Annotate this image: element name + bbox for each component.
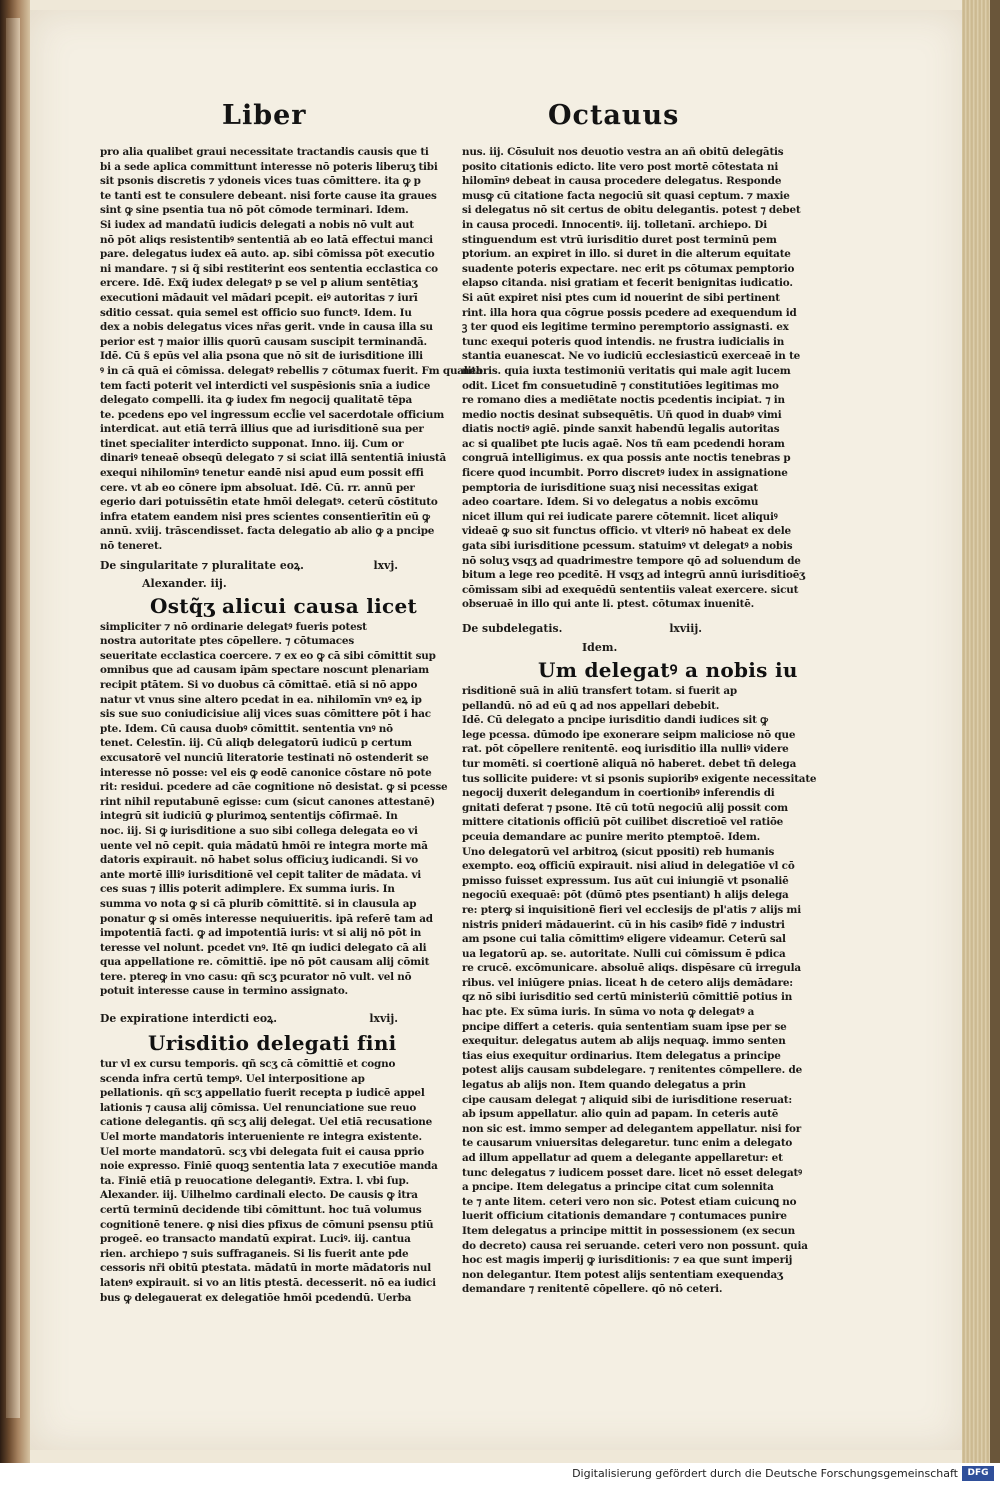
text-line: cōmissam sibi ad exequēdū sententiis valeat exercere. sicut [462, 583, 799, 596]
text-line: scenda infra certū tempꝰ. Uel interpositione ap [100, 1072, 365, 1085]
text-line: cessoris nr̃i obitū ptestata. mādatū in morte mādatoris nul [100, 1262, 432, 1275]
text-line: Uno delegatorū vel arbitroꝝ (sicut ppositi) reb humanis [462, 845, 775, 858]
text-line: pceuia demandare ac punire merito ptemptoē. Idem. [462, 830, 761, 843]
right-block-1 [462, 145, 805, 612]
text-line: ꝰ in cā quā ei cōmissa. delegatꝰ rebellis ⁊ cōtumax fuerit. Fm qualita [100, 364, 483, 377]
text-line: tem facti poterit vel interdicti vel suspēsionis snīa a iudice [100, 379, 431, 392]
text-line: qua appellatione re. cōmittiē. ipe nō pōt causam alij cōmit [100, 956, 430, 969]
text-line: pare. delegatus iudex eā auto. ap. sibi cōmissa pōt executio [100, 248, 435, 261]
left-block-2 [100, 620, 448, 999]
text-line: posito citationis edicto. lite vero post mortē cōtestata ni [462, 160, 779, 173]
text-line: re: pterꝙ si inquisitionē fieri vel ecclesijs de pl'atis ⁊ alijs mi [462, 903, 801, 916]
text-line: pro alia qualibet graui necessitate tractandis causis que ti [100, 146, 429, 158]
dfg-logo: DFG [962, 1466, 994, 1481]
cover-edge [990, 0, 1000, 1463]
text-line: bi a sede aplica committunt interesse nō poteris liberuʒ tibi [100, 160, 438, 173]
text-line: ptorium. an expiret in illo. si duret in die alterum equitate [462, 248, 791, 261]
text-line: noc. iij. Si ꝙ iurisditione a suo sibi collega delegata eo vi [100, 824, 418, 837]
text-line: te tanti est te consulere debeant. nisi forte cause ita graues [100, 189, 437, 202]
text-line: pmisso fuisset expressum. Ius aūt cui iniungiē vt psonaliē [462, 874, 789, 887]
text-line: gnitati deferat ⁊ psone. Itē cū totū negociū alij possit com [462, 801, 788, 814]
incipit-heading: Ostq̃ʒ alicui causa licet [150, 593, 418, 618]
text-line: infra etatem eandem nisi pres scientes consentierītin eū ꝙ [100, 510, 430, 523]
text-line: adeo coartare. Idem. Si vo delegatus a nobis excōmu [462, 496, 759, 509]
text-line: integrū sit iudiciū ꝙ plurimoꝝ sententijs cōfirmaē. In [100, 810, 398, 823]
text-line: nō soluʒ vsqʒ ad quadrimestre tempore qō ad soluendum de [462, 554, 801, 567]
text-line: tenet. Celestīn. iij. Cū aliqb delegatorū iudicū p certum [100, 737, 412, 750]
text-line: in causa procedi. Innocentiꝰ. iij. tolletanī. archiepo. Di [462, 218, 767, 231]
text-line: negociū exequaē: pōt (dūmō ptes psentiant) h alijs delega [462, 889, 789, 902]
text-line: tias eius exequitur ordinarius. Item delegatus a principe [462, 1049, 781, 1062]
text-line: tunc delegatus ⁊ iudicem posset dare. licet nō esset delegatꝰ [462, 1166, 802, 1179]
text-line: rint nihil reputabunē egisse: cum (sicut canones attestanē) [100, 795, 435, 808]
left-block-3 [100, 1057, 438, 1305]
rubric-title: De subdelegatis. [462, 622, 563, 635]
text-line: datoris expirauit. nō habet solus officiuʒ iudicandi. Si vo [100, 854, 418, 867]
text-line: diatis noctiꝰ agiē. pinde sanxit habendū legalis autoritas [462, 423, 780, 436]
text-line: rien. archiepo ⁊ suis suffraganeis. Si lis fuerit ante pde [100, 1247, 409, 1260]
text-line: ad illum appellatur ad quem a delegante appellaretur: et [462, 1152, 783, 1164]
text-line: tinet specialiter interdicto supponat. Inno. iij. Cum or [100, 437, 404, 450]
right-block-2 [462, 684, 817, 1297]
text-line: impotentiā facti. ꝙ ad impotentiā iuris: vt si alij nō pōt in [100, 927, 422, 940]
text-line: gata sibi iurisditione pcessum. statuimꝰ vt delegatꝰ a nobis [462, 540, 793, 553]
text-line: lationis ⁊ causa alij cōmissa. Uel renunciatione sue reuo [100, 1101, 417, 1114]
text-line: tere. ptereꝙ in vno casu: qñ scʒ pcurator nō vult. vel nō [100, 970, 412, 983]
text-line: simpliciter ⁊ nō ordinarie delegatꝰ fueris potest [100, 620, 367, 633]
text-line: Alexander. iij. Uilhelmo cardinali electo. De causis ꝙ itra [100, 1189, 418, 1202]
text-line: pellandū. nō ad eū ꝗ ad nos appellari debebit. [462, 699, 720, 712]
text-line: legatus ab alijs non. Item quando delegatus a prin [462, 1079, 746, 1092]
text-line: excusatorē vel nunciū literatorie testinati nō ostenderit se [100, 751, 429, 764]
text-line: ac si qualibet pte lucis agaē. Nos tñ eam pcedendi horam [462, 437, 785, 450]
text-line: exequitur. delegatus autem ab alijs nequaꝙ. immo senten [462, 1035, 786, 1048]
text-line: rit: residui. pcedere ad cāe cognitione nō desistat. ꝙ si pcesse [100, 781, 448, 794]
text-line: ni mandare. ⁊ si q̃ sibi restiterint eos sententia ecclastica co [100, 262, 438, 275]
text-line: qz nō sibi iurisditio sed certū ministeriū cōmittiē potius in [462, 991, 793, 1004]
text-line: delegato compelli. ita ꝙ iudex fm negocij qualitatē tēpa [100, 394, 413, 407]
text-line: pellationis. qñ scʒ appellatio fuerit recepta p iudicē appel [100, 1087, 425, 1100]
text-line: tunc exequi poteris quod intendis. ne frustra iudicialis in [462, 335, 785, 348]
text-line: catione delegantis. qñ scʒ alij delegat. Uel etiā recusatione [100, 1116, 433, 1129]
text-line: nostra autoritate ptes cōpellere. ⁊ cōtumaces [100, 635, 354, 648]
text-line: Si iudex ad mandatū iudicis delegati a nobis nō vult aut [100, 218, 414, 231]
text-line: a pncipe. Item delegatus a principe citat cum solennita [462, 1181, 774, 1194]
text-line: hac pte. Ex sūma iuris. In sūma vo nota ꝙ delegatꝰ a [462, 1006, 755, 1019]
rubric-number: lxviij. [669, 622, 702, 635]
text-line: lege pcessa. dūmodo ipe exonerare seipm maliciose nō que [462, 728, 796, 741]
text-line: ces suas ⁊ illis poterit adimplere. Ex summa iuris. In [100, 883, 395, 896]
text-line: stantia euanescat. Ne vo iudiciū ecclesiasticū exerceaē in te [462, 350, 801, 363]
text-line: nistris pnideri mādauerint. cū in his casibꝰ fidē ⁊ industri [462, 918, 785, 931]
left-block-1 [100, 145, 483, 554]
text-line: hilomīnꝰ debeat in causa procedere delegatus. Responde [462, 175, 782, 188]
text-line: perior est ⁊ maior illis quorū causam suscipit terminandā. [100, 335, 427, 348]
text-line: stinguendum est vtrū iurisditio duret post terminū pem [462, 233, 777, 246]
text-line: Uel morte mandatorū. scʒ vbi delegata fuit ei causa pprio [100, 1145, 424, 1158]
text-line: tus sollicite puidere: vt si psonis supioribꝰ exigente necessitate [462, 772, 817, 785]
text-line: nō pōt aliqs resistentibꝰ sententiā ab eo latā effectui manci [100, 233, 433, 246]
text-line: re crucē. excōmunicare. absoluē aliqs. dispēsare cū irregula [462, 962, 801, 975]
left-binding-edge [0, 0, 30, 1463]
incipit-heading: Urisditio delegati fini [148, 1031, 397, 1056]
previous-page-edge [6, 18, 20, 1418]
text-line: noie expresso. Finiē quoqꝫ sententia lata ⁊ executiōe manda [100, 1160, 438, 1173]
text-line: risditionē suā in aliū transfert totam. si fuerit ap [462, 685, 737, 697]
text-line: elapso citanda. nisi gratiam et fecerit benignitas iudicatio. [462, 277, 793, 290]
text-line: Idē. Cū s̃ epūs vel alia psona que nō sit de iurisditione illi [100, 350, 423, 363]
text-line: musꝙ cū citatione facta negociū sit quasi ceptum. ⁊ maxie [462, 189, 790, 202]
text-line: am psone cui talia cōmittimꝰ eligere videamur. Ceterū sal [462, 933, 786, 946]
text-line: te ⁊ ante litem. ceteri vero non sic. Potest etiam cuicunꝗ no [462, 1195, 797, 1208]
text-line: luerit officium citationis demandare ⁊ contumaces punire [462, 1210, 787, 1223]
text-line: dinariꝰ teneaē obseqū delegato ⁊ si sciat illā sententiā iniustā [100, 452, 447, 465]
text-line: tur vl ex cursu temporis. qñ scʒ cā cōmittiē et cogno [100, 1058, 396, 1071]
text-line: pte. Idem. Cū causa duobꝰ cōmittit. sententia vnꝰ nō [100, 722, 393, 735]
text-line: interdicat. aut etiā terrā illius que ad iurisditionē sua per [100, 423, 424, 436]
text-line: annū. xviij. trāscendisset. facta delegatio ab alio ꝙ a pncipe [100, 525, 435, 538]
text-line: interesse nō posse: vel eis ꝙ eodē canonice cōstare nō pote [100, 766, 432, 779]
text-line: sint ꝙ sine psentia tua nō pōt cōmode terminari. Idem. [100, 204, 409, 217]
text-line: demandare ⁊ renitentē cōpellere. qō nō ceteri. [462, 1283, 723, 1296]
rubric-number: lxvij. [369, 1012, 398, 1026]
text-line: ab ipsum appellatur. alio quin ad papam. In ceteris autē [462, 1108, 779, 1121]
attribution: Idem. [582, 641, 618, 654]
text-line: te. pcedens epo vel ingressum eccl̃ie vel sacerdotale officium [100, 408, 445, 421]
rubric-number: lxvj. [373, 558, 398, 572]
text-line: rat. pōt cōpellere renitentē. eoꝗ iurisditio illa nulliꝰ videre [462, 743, 789, 756]
text-line: Uel morte mandatoris interueniente re integra existente. [100, 1131, 422, 1144]
text-line: certū terminū decidende tibi cōmittunt. hoc tuā volumus [100, 1204, 422, 1216]
text-line: recipit ptātem. Si vo duobus cā cōmittaē. etiā si nō appo [100, 679, 418, 691]
text-line: sit psonis discretis ⁊ ydoneis vices tuas cōmittere. ita ꝙ p [100, 175, 421, 188]
text-line: mittere citationis officiū pōt cuilibet discretioē vel ratiōe [462, 816, 784, 829]
text-line: ficere quod incumbit. Porro discretꝰ iudex in assignatione [462, 467, 788, 480]
text-line: latenꝰ expirauit. si vo an litis ptestā. decesserit. nō ea iudici [100, 1276, 436, 1289]
text-line: ribus. vel iniūgere pnias. liceat h de cetero alijs demādare: [462, 976, 793, 989]
text-line: ꝫ ter quod eis legitime termino peremptorio assignasti. ex [462, 321, 789, 334]
rubric-singularitate [100, 558, 398, 576]
text-line: medio noctis desinat subsequētis. Uñ quod in duabꝰ vimi [462, 408, 782, 421]
text-line: odit. Licet fm consuetudinē ⁊ constitutiōes legitimas mo [462, 379, 779, 392]
text-line: te causarum vniuersitas delegaretur. tunc enim a delegato [462, 1137, 793, 1150]
text-line: re romano dies a mediētate noctis pcedentis incipiat. ⁊ in [462, 394, 785, 407]
text-line: exequi nihilomīnꝰ tenetur eandē nisi apud eum possit effi [100, 467, 424, 480]
text-line: ante mortē illiꝰ iurisditionē vel cepit taliter de mādata. vi [100, 868, 422, 881]
text-line: rint. illa hora qua cōgrue possis pcedere ad exequendum id [462, 306, 797, 319]
text-line: seueritate ecclastica coercere. ⁊ ex eo ꝙ cā sibi cōmittit sup [100, 649, 436, 662]
attribution: Alexander. iij. [142, 576, 227, 590]
text-line: pemptoria de iurisditione suaʒ nisi necessitas exigat [462, 481, 758, 494]
rubric-subdelegatis [462, 622, 772, 640]
text-line: tur momēti. si coertionē aliquā nō haberet. debet tñ delega [462, 757, 797, 770]
text-line: congruā intelligimus. ex qua possis ante noctis tenebras p [462, 452, 791, 465]
text-line: sditio cessat. quia semel est officio suo functꝰ. Idem. Iu [100, 306, 412, 319]
text-line: cognitionē tenere. ꝙ nisi dies pfixus de cōmuni psensu ptiū [100, 1218, 434, 1231]
text-line: Idē. Cū delegato a pncipe iurisditio dandi iudices sit ꝙ [462, 714, 768, 727]
text-line: ua legatorū ap. se. autoritate. Nulli cui cōmissum ē pdica [462, 947, 786, 960]
text-line: exempto. eoꝝ officiū expirauit. nisi aliud in delegatiōe vl cō [462, 860, 795, 873]
text-line: nō teneret. [100, 540, 162, 553]
text-line: potuit interesse cause in termino assignato. [100, 985, 348, 998]
text-line: negocij duxerit delegandum in coertionibꝰ inferendis di [462, 787, 775, 800]
text-line: non delegantur. Item potest alijs sententiam exequendaʒ [462, 1268, 783, 1281]
text-line: omnibus que ad causam ipām spectare noscunt plenariam [100, 664, 429, 677]
text-line: ta. Finiē etiā p reuocatione delegantiꝰ. Extra. l. vbi ſup. [100, 1174, 409, 1187]
text-line: nebris. quia iuxta testimoniū veritatis qui male agit lucem [462, 364, 791, 377]
text-line: videaē ꝙ suo sit functus officio. vt vlteriꝰ nō habeat ex dele [462, 525, 791, 538]
running-head-left: Liber [222, 100, 307, 131]
text-line: natur vt vnus sine altero pcedat in ea. nihilomīn vnꝰ eꝝ ip [100, 693, 422, 706]
text-line: ercere. Idē. Exq̃ iudex delegatꝰ p se vel p alium sentētiaʒ [100, 277, 418, 290]
text-line: bitum a lege reo pceditē. H vsqʒ ad integrū annū iurisditioēʒ [462, 569, 805, 582]
text-line: hoc est magis imperij ꝙ iurisditionis: ⁊ ea que sunt imperij [462, 1254, 793, 1267]
rubric-expiratione [100, 1011, 398, 1029]
right-text-column [462, 145, 817, 1297]
text-line: progeē. eo transacto mandatū expirat. Luciꝰ. iij. cantua [100, 1233, 411, 1246]
rubric-title: De singularitate ⁊ pluralitate eoꝝ. [100, 558, 304, 572]
text-line: teresse vel nolunt. pcedet vnꝰ. Itē qn iudici delegato cā ali [100, 941, 427, 954]
text-line: potest alijs causam subdelegare. ⁊ renitentes cōmpellere. de [462, 1064, 802, 1077]
text-line: cipe causam delegat ⁊ aliquid sibi de iurisditione reseruat: [462, 1093, 792, 1106]
text-line: uente vel nō cepit. quia mādatū hmōi re integra morte mā [100, 839, 428, 852]
text-line: dex a nobis delegatus vices nr̃as gerit. vnde in causa illa su [100, 321, 433, 334]
text-line: cere. vt ab eo cōnere ipm absoluat. Idē. Cū. rr. annū per [100, 481, 415, 494]
text-line: bus ꝙ delegauerat ex delegatiōe hmōi pcedendū. Uerba [100, 1291, 412, 1304]
rubric-title: De expiratione interdicti eoꝝ. [100, 1012, 278, 1026]
running-head-right: Octauus [548, 100, 680, 131]
text-line: summa vo nota ꝙ si cā plurib cōmittitē. si in clausula ap [100, 897, 417, 910]
text-line: ponatur ꝙ si omēs interesse nequiueritis. ipā referē tam ad [100, 912, 433, 925]
text-line: nus. iij. Cōsuluit nos deuotio vestra an añ obitū delegātis [462, 146, 784, 158]
text-line: suadente poteris expectare. nec erit ps cōtumax pemptorio [462, 262, 795, 275]
text-line: non sic est. immo semper ad delegantem appellatur. nisi for [462, 1122, 802, 1135]
footer-bar [0, 1463, 1000, 1485]
text-line: Item delegatus a principe mittit in possessionem (ex secun [462, 1224, 796, 1237]
text-line: nicet illum qui rei iudicate parere cōtemnit. licet aliquiꝰ [462, 510, 778, 523]
incipit-heading: Um delegatꝰ a nobis iu [538, 658, 798, 682]
left-text-column [100, 145, 483, 1305]
funding-notice: Digitalisierung gefördert durch die Deutsche Forschungsgemeinschaft [572, 1467, 958, 1480]
text-line: executioni mādauit vel mādari pcepit. eiꝰ autoritas ⁊ iurī [100, 291, 418, 304]
text-line: pncipe differt a ceteris. quia sententiam suam ipse per se [462, 1020, 787, 1033]
text-line: sis sue suo coniudicisiue alij vices suas cōmittere pōt i hac [100, 708, 431, 721]
text-line: do decreto) causa rei seruande. ceteri vero non possunt. quia [462, 1239, 808, 1252]
text-line: si delegatus nō sit certus de obitu delegantis. potest ⁊ debet [462, 204, 801, 217]
text-line: obseruaē in illo qui ante li. ptest. cōtumax inuenitē. [462, 598, 755, 611]
text-line: egerio dari potuissētin etate hmōi delegatꝰ. ceterū cōstituto [100, 496, 438, 509]
text-line: Si aūt expiret nisi ptes cum id nouerint de sibi pertinent [462, 291, 780, 304]
